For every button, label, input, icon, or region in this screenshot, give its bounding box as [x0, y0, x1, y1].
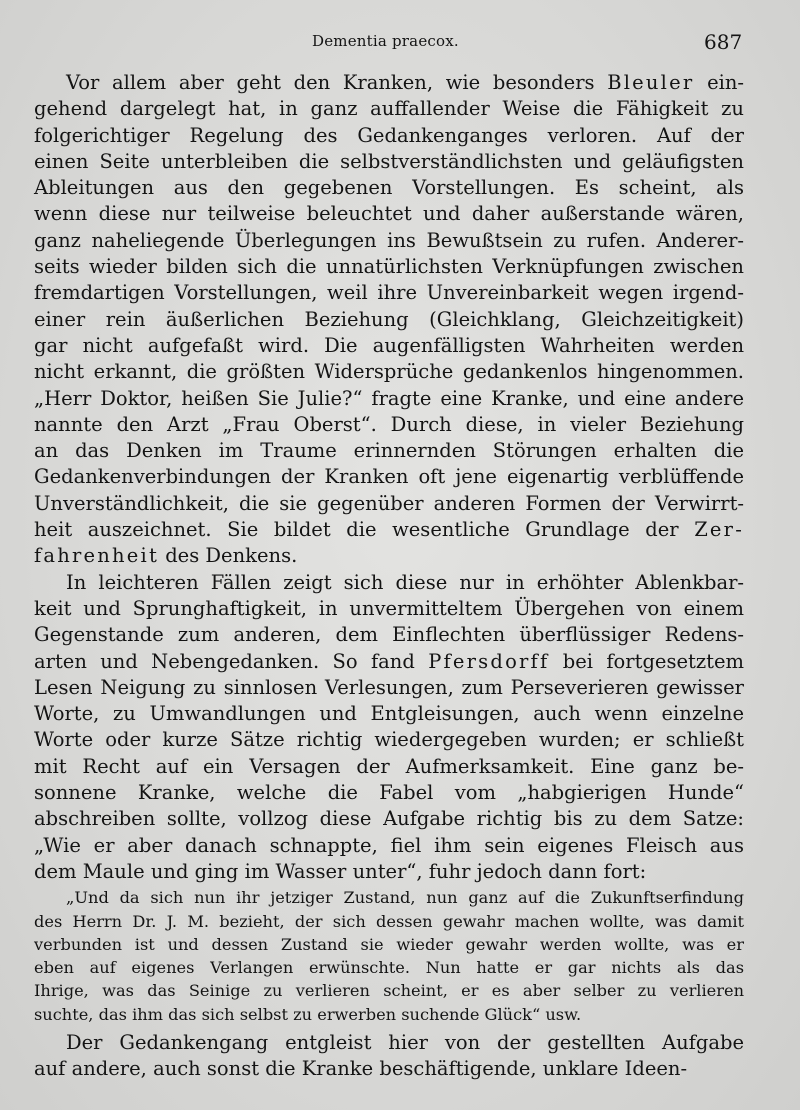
- text-run: heit auszeichnet. Sie bildet die wesentliche Grundlage der: [34, 518, 695, 542]
- text-line: [34, 359, 744, 385]
- text-line: [34, 833, 744, 859]
- text-line: [34, 859, 744, 885]
- text-line: [34, 517, 744, 543]
- quote-line: des Herrn Dr. J. M. bezieht, der sich dessen gewahr machen wollte, was damit: [34, 911, 744, 931]
- spaced-name: fahrenheit: [34, 544, 159, 568]
- text-run: Worte, zu Umwandlungen und Entgleisungen, auch wenn einzelne: [34, 702, 744, 726]
- text-run: nannte den Arzt „Frau Oberst“. Durch diese, in vieler Beziehung: [34, 412, 744, 436]
- body-text: [34, 70, 744, 1083]
- text-run: In leichteren Fällen zeigt sich diese nur in erhöhter Ablenkbar-: [66, 570, 744, 594]
- text-run: Unverständlichkeit, die sie gegenüber anderen Formen der Verwirrt-: [34, 491, 744, 515]
- page-number: 687: [704, 30, 743, 54]
- quote-line: suchte, das ihm das sich selbst zu erwerben suchende Glück“ usw.: [34, 1004, 582, 1024]
- text-run: gar nicht aufgefaßt wird. Die augenfälligsten Wahrheiten werden: [34, 333, 744, 357]
- spaced-name: Zer-: [694, 518, 744, 542]
- text-run: seits wieder bilden sich die unnatürlichsten Verknüpfungen zwischen: [34, 255, 744, 279]
- main-paragraphs: [34, 70, 744, 885]
- text-line: [34, 70, 744, 96]
- paragraph: [34, 570, 744, 886]
- quote-line: „Und da sich nun ihr jetziger Zustand, nun ganz auf die Zukunftserfindung: [66, 888, 744, 908]
- running-title: Dementia praecox.: [312, 32, 459, 50]
- text-line: [34, 1056, 744, 1082]
- text-run: ein-: [694, 71, 744, 94]
- text-line: [34, 254, 744, 280]
- running-head: [0, 30, 800, 54]
- text-line: [34, 727, 744, 753]
- text-line: [34, 149, 744, 175]
- text-line: [34, 806, 744, 832]
- text-run: sonnene Kranke, welche die Fabel vom „habgierigen Hunde“: [34, 781, 744, 805]
- text-run: wenn diese nur teilweise beleuchtet und daher außerstande wären,: [34, 202, 744, 226]
- text-line: [34, 280, 744, 306]
- text-line: [34, 123, 744, 149]
- text-run: arten und Nebengedanken. So fand: [34, 649, 429, 673]
- text-run: bei fortgesetztem: [549, 649, 744, 673]
- text-run: nicht erkannt, die größten Widersprüche gedankenlos hingenommen.: [34, 360, 744, 384]
- text-run: Der Gedankengang entgleist hier von der gestellten Aufgabe: [66, 1030, 744, 1054]
- paragraph: [34, 70, 744, 570]
- text-line: [34, 596, 744, 622]
- text-run: folgerichtiger Regelung des Gedankenganges verloren. Auf der: [34, 123, 744, 147]
- text-line: [34, 570, 744, 596]
- text-run: Gedankenverbindungen der Kranken oft jene eigenartig verblüffende: [34, 465, 744, 489]
- text-line: [34, 438, 744, 464]
- text-run: mit Recht auf ein Versagen der Aufmerksamkeit. Eine ganz be-: [34, 754, 744, 778]
- text-line: [34, 491, 744, 517]
- text-run: abschreiben sollte, vollzog diese Aufgabe richtig bis zu dem Satze:: [34, 807, 744, 831]
- text-run: fremdartigen Vorstellungen, weil ihre Unvereinbarkeit wegen irgend-: [34, 281, 744, 305]
- text-line: [34, 649, 744, 675]
- text-run: auf andere, auch sonst die Kranke beschäftigende, unklare Ideen-: [34, 1057, 688, 1081]
- text-line: [34, 780, 744, 806]
- text-line: [34, 412, 744, 438]
- closing-paragraph: [34, 1030, 744, 1083]
- text-run: Vor allem aber geht den Kranken, wie besonders: [66, 71, 608, 94]
- text-run: Worte oder kurze Sätze richtig wiedergegeben wurden; er schließt: [34, 728, 744, 752]
- text-run: an das Denken im Traume erinnernden Störungen erhalten die: [34, 439, 744, 463]
- text-run: Lesen Neigung zu sinnlosen Verlesungen, zum Perseverieren gewisser: [34, 675, 744, 699]
- text-line: [34, 701, 744, 727]
- text-line: [34, 675, 744, 701]
- text-line: [34, 1030, 744, 1056]
- text-line: [34, 622, 744, 648]
- text-line: [34, 175, 744, 201]
- text-line: [34, 96, 744, 122]
- text-run: Gegenstande zum anderen, dem Einflechten überflüssiger Redens-: [34, 623, 744, 647]
- quote-line: verbunden ist und dessen Zustand sie wieder gewahr werden wollte, was er: [34, 934, 744, 954]
- block-quote: [34, 886, 744, 1026]
- spaced-name: Pfersdorff: [428, 649, 550, 673]
- text-run: „Herr Doktor, heißen Sie Julie?“ fragte eine Kranke, und eine andere: [34, 386, 744, 410]
- text-line: [34, 754, 744, 780]
- spaced-name: Bleuler: [607, 71, 695, 94]
- text-run: dem Maule und ging im Wasser unter“, fuhr jedoch dann fort:: [34, 859, 647, 883]
- text-run: einen Seite unterbleiben die selbstverständlichsten und geläufigsten: [34, 149, 744, 173]
- paragraph: [34, 1030, 744, 1083]
- text-line: [34, 228, 744, 254]
- text-run: Ableitungen aus den gegebenen Vorstellungen. Es scheint, als: [34, 176, 744, 200]
- text-run: einer rein äußerlichen Beziehung (Gleichklang, Gleichzeitigkeit): [34, 307, 744, 331]
- text-line: [34, 307, 744, 333]
- text-run: keit und Sprunghaftigkeit, in unvermitteltem Übergehen von einem: [34, 596, 744, 620]
- quote-line: eben auf eigenes Verlangen erwünschte. Nun hatte er gar nichts als das: [34, 958, 744, 978]
- text-line: [34, 333, 744, 359]
- text-run: gehend dargelegt hat, in ganz auffallender Weise die Fähigkeit zu: [34, 97, 744, 121]
- quote-line: Ihrige, was das Seinige zu verlieren scheint, er es aber selber zu verlieren: [34, 981, 744, 1001]
- text-line: [34, 386, 744, 412]
- text-line: [34, 464, 744, 490]
- text-line: [34, 201, 744, 227]
- text-run: „Wie er aber danach schnappte, fiel ihm sein eigenes Fleisch aus: [34, 833, 744, 857]
- text-line: [34, 543, 744, 569]
- text-run: ganz naheliegende Überlegungen ins Bewußtsein zu rufen. Anderer-: [34, 228, 744, 252]
- text-run: des Denkens.: [159, 544, 298, 568]
